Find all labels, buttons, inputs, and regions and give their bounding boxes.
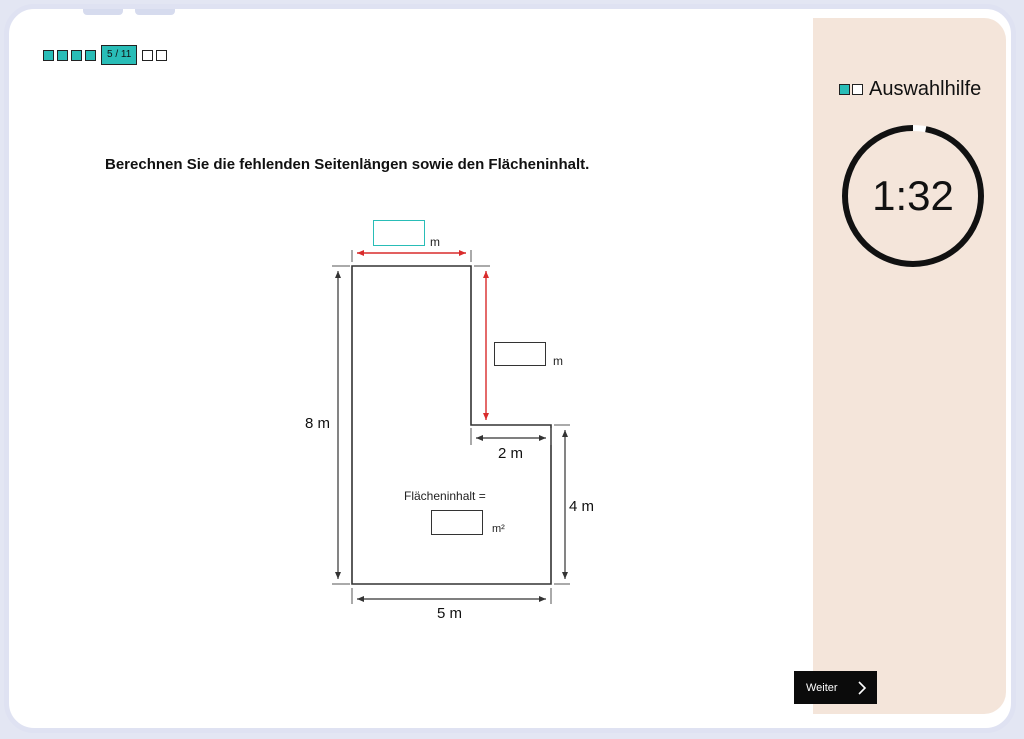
chevron-right-icon — [857, 681, 867, 695]
area-label: Flächeninhalt = — [404, 489, 486, 503]
sidebar-panel — [813, 18, 1006, 714]
top-width-input[interactable] — [373, 220, 425, 246]
timer-text: 1:32 — [872, 172, 954, 219]
extension-lines — [332, 250, 570, 604]
inner-height-input[interactable] — [494, 342, 546, 366]
right-height-label: 4 m — [569, 498, 595, 515]
notch-width-label: 2 m — [498, 445, 524, 462]
left-height-label: 8 m — [305, 415, 331, 432]
inner-height-unit: m — [553, 354, 563, 368]
next-button[interactable] — [794, 671, 877, 704]
helper-square-filled-icon — [839, 84, 850, 95]
bottom-width-label: 5 m — [437, 605, 463, 622]
helper-square-empty-icon — [852, 84, 863, 95]
next-button-label: Weiter — [806, 681, 838, 694]
top-width-unit: m — [430, 235, 440, 249]
l-shape-outline — [352, 266, 551, 584]
progress-current-step: 5 / 11 — [101, 45, 137, 65]
question-text: Berechnen Sie die fehlenden Seitenlängen sowie den Flächeninhalt. — [105, 156, 590, 173]
area-unit: m² — [492, 523, 505, 535]
countdown-timer — [839, 122, 987, 270]
selection-helper-button[interactable] — [839, 78, 981, 101]
selection-helper-label: Auswahlhilfe — [869, 78, 982, 100]
area-input[interactable] — [431, 510, 483, 535]
